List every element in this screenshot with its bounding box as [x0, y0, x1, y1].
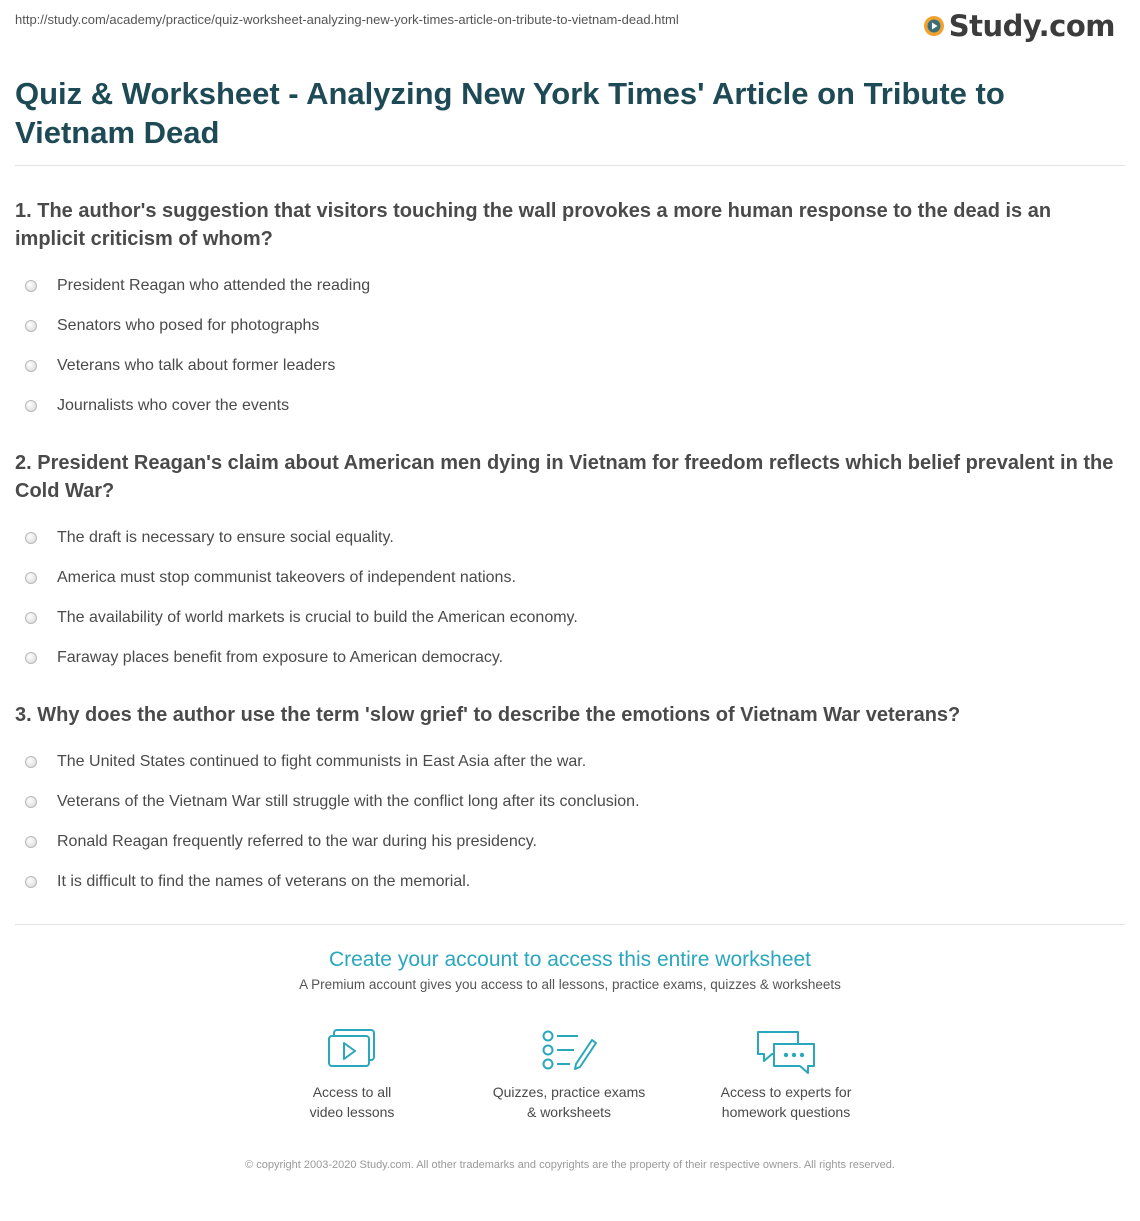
feature-experts	[686, 1028, 886, 1122]
answer-option[interactable]	[15, 598, 1125, 638]
answer-option[interactable]	[15, 782, 1125, 822]
radio-button[interactable]	[25, 836, 37, 848]
page-title: Quiz & Worksheet - Analyzing New York Times' Article on Tribute to Vietnam Dead	[15, 76, 1005, 150]
radio-button[interactable]	[25, 756, 37, 768]
answer-label: Veterans of the Vietnam War still struggle with the conflict long after its conclusion.	[57, 793, 640, 810]
feature-label: Quizzes, practice exams & worksheets	[492, 1084, 646, 1120]
divider	[15, 924, 1125, 925]
answer-label: Journalists who cover the events	[57, 397, 290, 414]
create-account-link[interactable]: Create your account to access this entire worksheet	[328, 948, 812, 971]
feature-label: Access to all video lessons	[309, 1084, 395, 1120]
answer-label: The availability of world markets is crucial to build the American economy.	[57, 609, 578, 626]
answer-option[interactable]	[15, 306, 1125, 346]
answer-option[interactable]	[15, 822, 1125, 862]
page-header	[15, 0, 1125, 60]
answer-label: Ronald Reagan frequently referred to the war during his presidency.	[57, 833, 537, 850]
feature-label: Access to experts for homework questions	[720, 1084, 852, 1120]
radio-button[interactable]	[25, 320, 37, 332]
study-logo[interactable]	[923, 8, 1115, 44]
answer-option[interactable]	[15, 558, 1125, 598]
question-text: 1. The author's suggestion that visitors touching the wall provokes a more human response to the dead is an implicit criticism of whom?	[15, 200, 1052, 250]
answer-option[interactable]	[15, 862, 1125, 902]
answer-option[interactable]	[15, 266, 1125, 306]
quiz-checklist-icon	[540, 1028, 598, 1074]
feature-quizzes	[469, 1028, 669, 1122]
chat-bubbles-icon	[754, 1028, 818, 1074]
cta-subtext: A Premium account gives you access to all lessons, practice exams, quizzes & worksheets	[299, 977, 841, 992]
radio-button[interactable]	[25, 612, 37, 624]
radio-button[interactable]	[25, 360, 37, 372]
logo-text: Study.com	[948, 9, 1115, 43]
radio-button[interactable]	[25, 280, 37, 292]
answer-label: President Reagan who attended the reading	[57, 277, 371, 294]
page-url: http://study.com/academy/practice/quiz-worksheet-analyzing-new-york-times-article-on-tribute-to-vietnam-dead.html	[15, 12, 679, 27]
answer-label: The draft is necessary to ensure social equality.	[57, 529, 394, 546]
feature-video-lessons	[252, 1028, 452, 1122]
question-text: 2. President Reagan's claim about American men dying in Vietnam for freedom reflects which belief prevalent in the Cold War?	[15, 452, 1114, 502]
answer-label: It is difficult to find the names of veterans on the memorial.	[57, 873, 471, 890]
radio-button[interactable]	[25, 572, 37, 584]
question-1	[15, 197, 1125, 426]
answer-label: Senators who posed for photographs	[57, 317, 320, 334]
answer-option[interactable]	[15, 638, 1125, 678]
question-2	[15, 449, 1125, 678]
question-text: 3. Why does the author use the term 'slow grief' to describe the emotions of Vietnam War veterans?	[15, 704, 961, 726]
signup-cta	[0, 945, 1140, 992]
divider	[15, 165, 1125, 166]
answer-label: The United States continued to fight communists in East Asia after the war.	[57, 753, 587, 770]
radio-button[interactable]	[25, 400, 37, 412]
radio-button[interactable]	[25, 652, 37, 664]
question-3	[15, 701, 1125, 902]
answer-option[interactable]	[15, 518, 1125, 558]
radio-button[interactable]	[25, 876, 37, 888]
answer-option[interactable]	[15, 346, 1125, 386]
copyright-footer: © copyright 2003-2020 Study.com. All other trademarks and copyrights are the property of their respective owners. All rights reserved.	[245, 1159, 895, 1171]
video-lesson-icon	[325, 1028, 379, 1074]
answer-label: Veterans who talk about former leaders	[57, 357, 336, 374]
play-logo-icon	[923, 15, 945, 37]
answer-option[interactable]	[15, 386, 1125, 426]
answer-label: America must stop communist takeovers of independent nations.	[57, 569, 516, 586]
radio-button[interactable]	[25, 796, 37, 808]
answer-option[interactable]	[15, 742, 1125, 782]
radio-button[interactable]	[25, 532, 37, 544]
answer-label: Faraway places benefit from exposure to American democracy.	[57, 649, 504, 666]
